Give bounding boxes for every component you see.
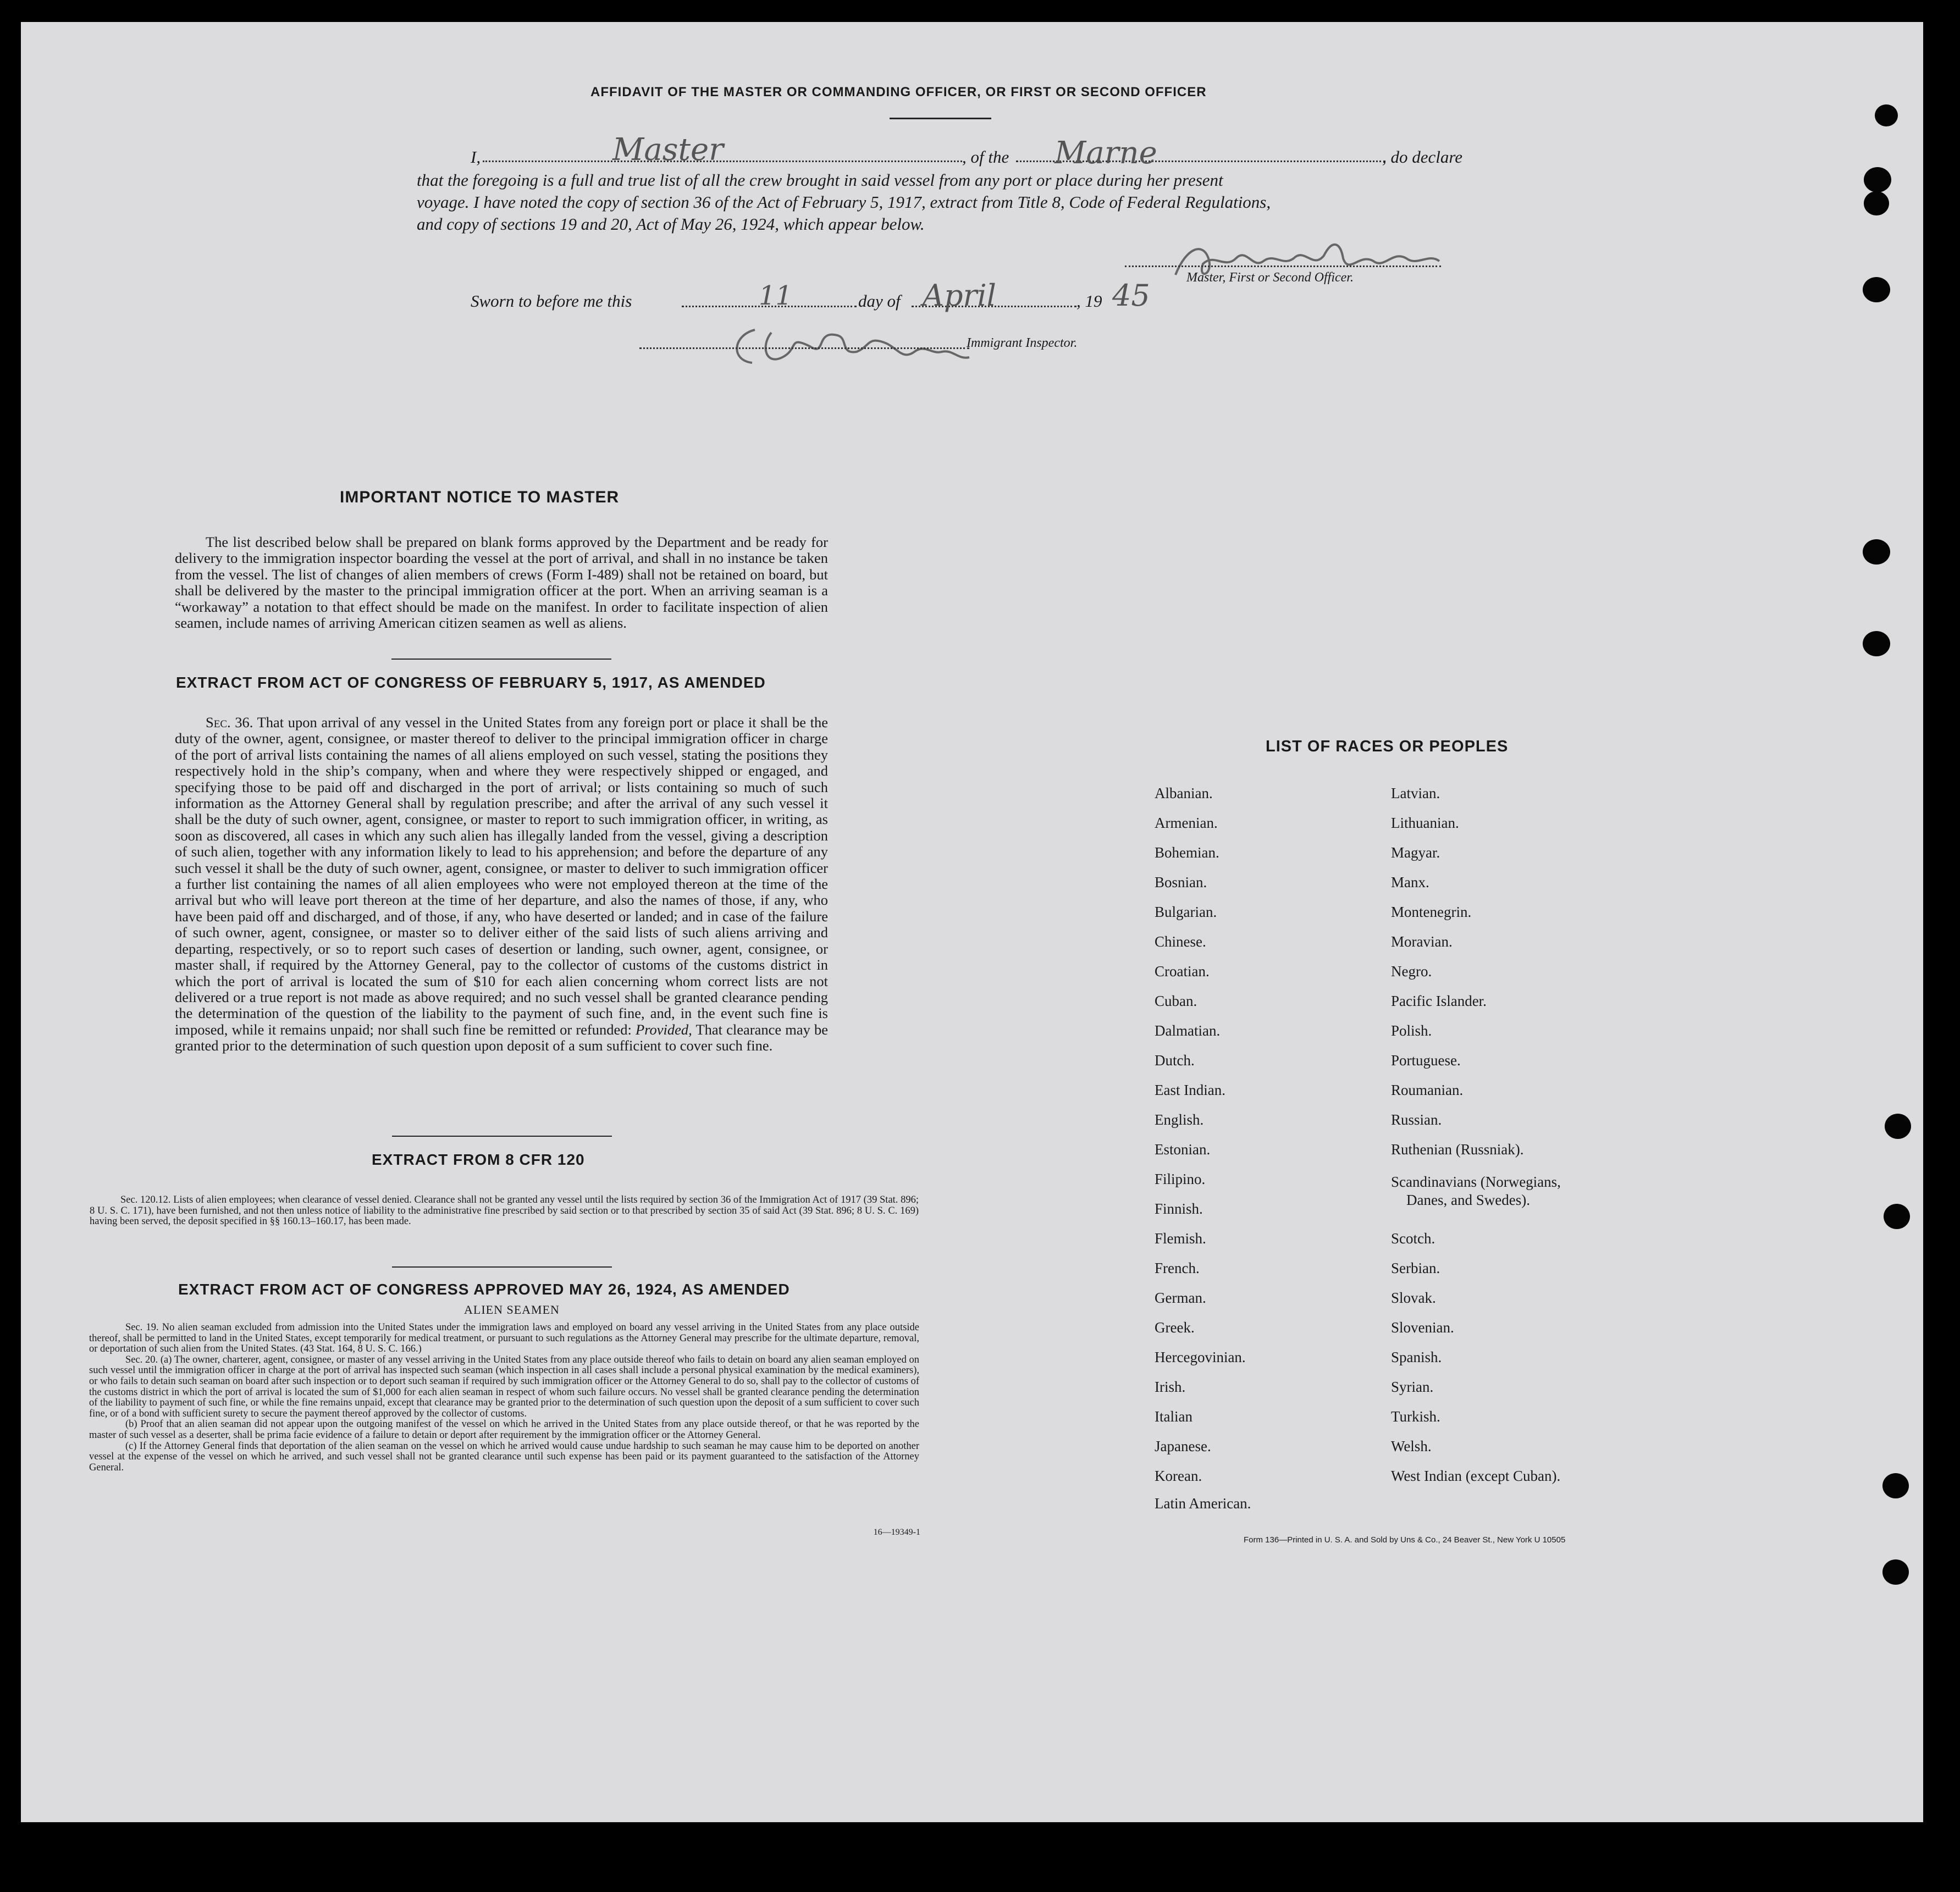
race-left: Latin American. [1155,1495,1251,1512]
race-right: Welsh. [1391,1438,1432,1454]
inspector-signature-line [639,347,969,349]
affidavit-title: AFFIDAVIT OF THE MASTER OR COMMANDING OFFICER, OR FIRST OR SECOND OFFICER [590,85,1207,99]
sec-19-text: Sec. 19. No alien seaman excluded from admission into the United States under the immigration laws and employed on board any vessel arriving in the United States from any place outside thereof, shall be permitted to land in the United States, except temporarily for medical treatment, or pursuant to such regulations as the Attorney General may prescribe for the ultimate departure, removal, or deportation of such alien from the United States. (43 Stat. 164, 8 U. S. C. 166.) [89,1322,919,1355]
sworn-label: Sworn to before me this [471,291,632,311]
master-caption: Master, First or Second Officer. [1186,270,1354,285]
race-right: Pacific Islander. [1391,993,1487,1009]
race-right: Slovenian. [1391,1319,1454,1336]
race-right: Scandinavians (Norwegians, Danes, and Swedes). [1391,1174,1561,1208]
printer-imprint: Form 136—Printed in U. S. A. and Sold by Uns & Co., 24 Beaver St., New York U 10505 [1244,1535,1566,1545]
race-left: French. [1155,1260,1200,1276]
extract-1917-provided: Provided, [636,1021,692,1038]
extract-1917-title: EXTRACT FROM ACT OF CONGRESS OF FEBRUARY 5, 1917, AS AMENDED [176,674,766,691]
punch-hole [1863,631,1890,656]
master-signature-line [1125,265,1441,267]
race-left: Japanese. [1155,1438,1211,1454]
race-right: Slovak. [1391,1290,1436,1306]
race-right: Moravian. [1391,933,1453,950]
notice-title: IMPORTANT NOTICE TO MASTER [340,488,620,506]
race-left: Greek. [1155,1319,1195,1336]
races-title: LIST OF RACES OR PEOPLES [1266,738,1509,755]
race-right: Ruthenian (Russniak). [1391,1141,1524,1158]
race-right: Lithuanian. [1391,815,1459,831]
race-left: Dalmatian. [1155,1022,1221,1039]
punch-hole [1884,1204,1910,1229]
extract-1917-text: That upon arrival of any vessel in the United States from any foreign port or place it shall be the duty of the owner, agent, consignee, or master thereof to deliver to the principal immigration officer in charge of the port of arrival lists containing the names of all aliens employed on such vessel, stating the positions they respectively hold in the ship’s company, when and where they were respectively shipped or engaged, and specifying those to be paid off and discharged in the port of arrival; or lists containing so much of such information as the Attorney General shall by regulation prescribe; and after the arrival of any such vessel it shall be the duty of such owner, agent, consignee, or master to report to such immigration officer, in writing, as soon as discovered, all cases in which any such alien has illegally landed from the vessel, giving a description of such alien, together with any information likely to lead to his apprehension; and before the departure of any such vessel it shall be the duty of such owner, agent, consignee, or master to deliver to such immigration officer a further list containing the names of all alien employees who were not employed thereon at the time of the arrival but who will leave port thereon at the time of her departure, and also the names of those, if any, who have been paid off and discharged, and of those, if any, who have deserted or landed; and in case of the failure of such owner, agent, consignee, or master so to deliver either of the said lists of such aliens arriving and departing, respectively, or so to report such cases of desertion or landing, such owner, agent, consignee, or master shall, if required by the Attorney General, pay to the collector of customs of the customs district in which the port of arrival is located the sum of $10 for each alien concerning whom correct lists are not delivered or a true report is not made as above required; and no such vessel shall be granted clearance pending the determination of the question of the liability to the payment of such fine, and, in the event such fine is imposed, while it remains unpaid; nor shall such fine be remitted or refunded: [175,714,828,1038]
year-prefix: , 19 [1076,291,1102,311]
race-right: Magyar. [1391,844,1440,861]
document-page [21,22,1923,1822]
extract-1924-body [89,1323,919,1473]
race-left: Bohemian. [1155,844,1219,861]
of-the-label: , of the [962,147,1009,167]
vessel-name-handwritten: Marne [1054,135,1157,171]
extract-1917-text-end: That clearance may be granted prior to the determination of such question upon deposit of a sum sufficient to cover such fine. [175,1021,828,1054]
punch-hole [1885,1114,1911,1139]
race-left: Irish. [1155,1379,1186,1395]
race-left: English. [1155,1111,1204,1128]
race-left: Dutch. [1155,1052,1195,1069]
sec-20b-text: (b) Proof that an alien seaman did not appear upon the outgoing manifest of the vessel on which he arrived in the United States from any place outside thereof, or that he was reported by the master of such vessel as a deserter, shall be prima facie evidence of a failure to detain or deport after requirement by the immigration officer or the Attorney General. [89,1419,919,1441]
affidavit-title-rule [890,118,991,119]
declaration-line-2: that the foregoing is a full and true list of all the crew brought in said vessel from any port or place during her present [417,170,1223,190]
cfr-body: Sec. 120.12. Lists of alien employees; when clearance of vessel denied. Clearance shall not be granted any vessel until the lists required by section 36 of the Immigration Act of 1917 (39 Stat. 896; 8 U. S. C. 171), have been furnished, and not then unless notice of liability to the administrative fine prescribed by said section or to that prescribed by section 35 of said Act (39 Stat. 896; 8 U. S. C. 169) having been served, the deposit specified in §§ 160.13–160.17, has been made. [90,1194,919,1227]
race-left: Italian [1155,1408,1192,1425]
sec-20a-text: Sec. 20. (a) The owner, charterer, agent, consignee, or master of any vessel arriving in the United States from any place outside thereof who fails to detain on board any alien seaman employed on such vessel until the immigration officer in charge at the port of arrival has inspected such seaman (which inspection in all cases shall include a personal physical examination by the medical examiners), or who fails to detain such seaman on board after such inspection or to deport such seaman if required by such immigration officer or the Attorney General to do so, shall pay to the collector of customs of the customs district in which the port of arrival is located the sum of $1,000 for each alien seaman in respect of whom such failure occurs. No vessel shall be granted clearance pending the determination of the liability to payment of such fine, or while the fine remains unpaid, except that clearance may be granted prior to the determination of such question upon the deposit of a sum sufficient to cover such fine, or of a bond with sufficient surety to secure the payment thereof approved by the collector of customs. [89,1354,919,1419]
race-right: Montenegrin. [1391,904,1472,920]
day-handwritten: 11 [759,280,793,311]
declaration-i: I, [471,147,481,167]
punch-hole [1882,1473,1909,1498]
punch-hole [1864,191,1889,215]
extract-1917-rule [392,1136,612,1137]
race-right: Turkish. [1391,1408,1440,1425]
cfr-title: EXTRACT FROM 8 CFR 120 [372,1151,585,1168]
race-right: Polish. [1391,1022,1432,1039]
race-left: Filipino. [1155,1171,1206,1187]
inspector-signature [722,313,975,374]
punch-hole [1875,104,1898,126]
race-left: Hercegovinian. [1155,1349,1246,1365]
race-right: Russian. [1391,1111,1442,1128]
day-of-label: day of [858,291,901,311]
declaration-line-3: voyage. I have noted the copy of section 36 of the Act of February 5, 1917, extract from Title 8, Code of Federal Regulations, [417,192,1271,212]
race-left: East Indian. [1155,1082,1225,1098]
race-left: Bulgarian. [1155,904,1217,920]
month-handwritten: April [923,278,996,313]
punch-hole [1882,1559,1909,1585]
race-right: Scotch. [1391,1230,1436,1247]
race-right: Negro. [1391,963,1432,980]
race-left: Albanian. [1155,785,1213,801]
race-left: Finnish. [1155,1201,1203,1217]
race-right: West Indian (except Cuban). [1391,1468,1561,1484]
race-left: Flemish. [1155,1230,1206,1247]
extract-1917-sec: Sec. 36. [206,714,253,731]
race-left: Armenian. [1155,815,1218,831]
race-left: Chinese. [1155,933,1206,950]
race-right: Latvian. [1391,785,1440,801]
punch-hole [1863,277,1890,302]
race-right: Syrian. [1391,1379,1434,1395]
race-left: Croatian. [1155,963,1210,980]
race-right: Portuguese. [1391,1052,1461,1069]
race-left: Cuban. [1155,993,1197,1009]
form-number: 16—19349-1 [873,1528,920,1537]
notice-body: The list described below shall be prepared on blank forms approved by the Department and be ready for delivery to the immigration inspector boarding the vessel at the port of arrival, and shall in no instance be taken from the vessel. The list of changes of alien members of crews (Form I-489) shall not be retained on board, but shall be delivered by the master to the principal immigration officer at the port. When an arriving seaman is a “workaway” a notation to that effect should be made on the manifest. In order to facilitate inspection of alien seamen, include names of arriving American citizen seamen as well as aliens. [175,534,828,632]
extract-1924-title: EXTRACT FROM ACT OF CONGRESS APPROVED MAY 26, 1924, AS AMENDED [178,1281,790,1298]
master-name-handwritten: Master [612,132,724,168]
race-right: Manx. [1391,874,1429,890]
punch-hole [1863,539,1890,565]
year-handwritten: 45 [1112,278,1150,313]
race-left: Estonian. [1155,1141,1211,1158]
inspector-caption: Immigrant Inspector. [967,336,1078,350]
race-right: Roumanian. [1391,1082,1464,1098]
race-left: German. [1155,1290,1206,1306]
race-right: Serbian. [1391,1260,1440,1276]
declaration-line-4: and copy of sections 19 and 20, Act of May 26, 1924, which appear below. [417,214,925,234]
race-left: Bosnian. [1155,874,1207,890]
race-left: Korean. [1155,1468,1202,1484]
notice-rule [391,659,611,660]
cfr-rule [392,1266,612,1268]
punch-hole [1864,167,1891,192]
do-declare-label: , do declare [1382,147,1463,167]
sec-20c-text: (c) If the Attorney General finds that deportation of the alien seaman on the vessel on which he arrived would cause undue hardship to such seaman he may cause him to be deported on another vessel at the expense of the vessel on which he arrived, and such vessel shall not be granted clearance until such expense has been paid or its payment guaranteed to the satisfaction of the Attorney General. [89,1440,919,1473]
extract-1917-body [175,715,828,1054]
race-right: Spanish. [1391,1349,1442,1365]
extract-1924-subtitle: ALIEN SEAMEN [464,1303,560,1316]
